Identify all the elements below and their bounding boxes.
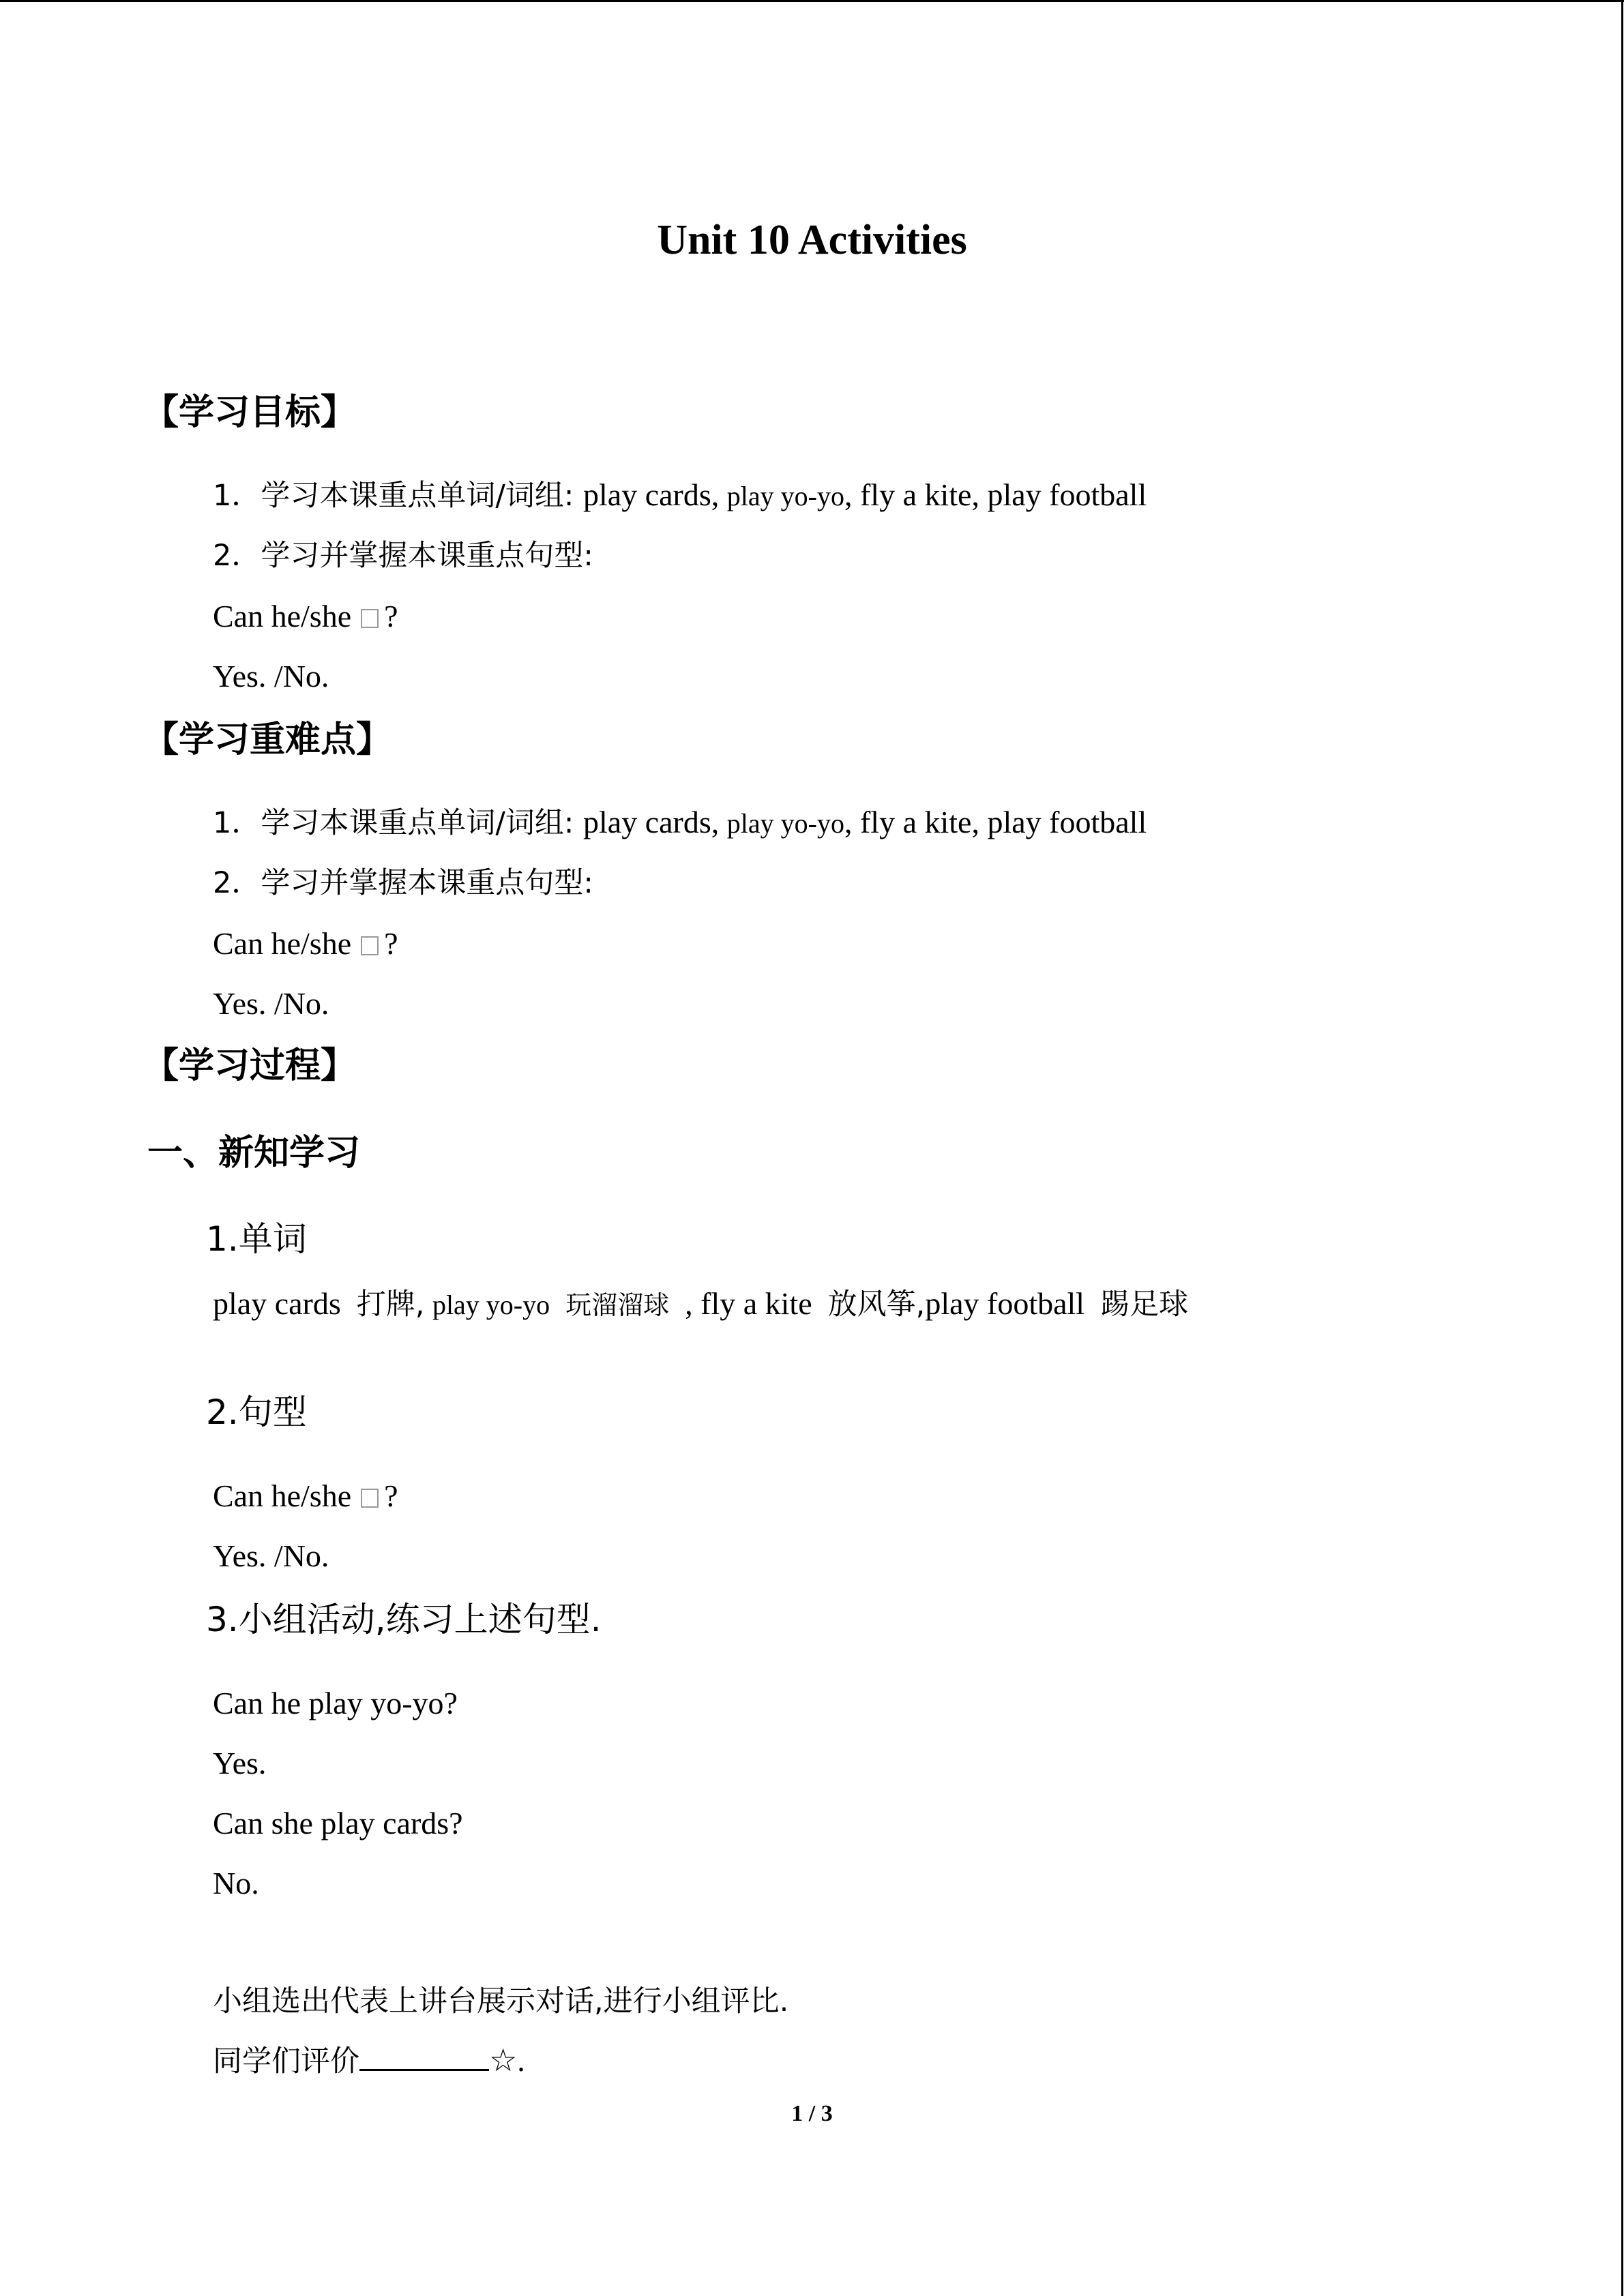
right-border-line [1621, 0, 1623, 2296]
section-heading-process: 【学习过程】 [143, 1045, 357, 1086]
instruction-line-2 [213, 2040, 525, 2082]
section-heading-objectives: 【学习目标】 [143, 392, 357, 433]
key-points-item-1-words-c: , fly a kite, play football [844, 805, 1147, 839]
key-points-pattern-question-text: Can he/she [213, 926, 352, 961]
instruction-line-1 [213, 1980, 788, 2022]
key-points-item-2-text: 2．学习并掌握本课重点句型: [213, 866, 593, 900]
objectives-pattern-question [213, 596, 398, 637]
new-learning-pattern-question-end: ? [384, 1478, 398, 1513]
vocab-3-cn: 放风筝, [827, 1287, 926, 1322]
top-border-line [0, 0, 1624, 2]
dialogue-line-2: Yes. [213, 1746, 267, 1780]
key-points-item-1-words-a: play cards, [583, 805, 727, 839]
group-activity-heading [206, 1596, 602, 1644]
dialogue-line-3: Can she play cards? [213, 1806, 463, 1840]
vocab-4-cn: 踢足球 [1100, 1287, 1189, 1322]
vocab-3-en: , fly a kite [685, 1286, 812, 1321]
new-learning-pattern-answer: Yes. /No. [213, 1538, 329, 1573]
objectives-item-2 [213, 535, 593, 576]
vocab-heading-text: 1.单词 [206, 1219, 307, 1259]
key-points-item-2 [213, 862, 593, 904]
rating-blank[interactable] [359, 2042, 489, 2071]
key-points-pattern-question-end: ? [384, 926, 398, 961]
new-learning-pattern-question [213, 1476, 398, 1517]
key-points-item-1-words-b: play yo-yo [726, 808, 844, 839]
dialogue-line-1: Can he play yo-yo? [213, 1686, 458, 1720]
instruction-line-2-prefix: 同学们评价 [213, 2044, 359, 2078]
vocab-2-en: play yo-yo [432, 1289, 550, 1320]
instruction-line-2-suffix: ☆. [489, 2043, 525, 2078]
key-points-item-1 [213, 802, 1147, 844]
objectives-item-1-words-a: play cards, [583, 477, 727, 512]
key-points-item-1-prefix: 1．学习本课重点单词/词组: [213, 806, 584, 840]
group-activity-heading-text: 3.小组活动,练习上述句型. [206, 1600, 602, 1639]
pattern-heading [206, 1388, 307, 1437]
objectives-item-1-prefix: 1．学习本课重点单词/词组: [213, 479, 584, 513]
objectives-item-2-text: 2．学习并掌握本课重点句型: [213, 539, 593, 573]
blank-box-icon [361, 936, 379, 955]
dialogue-line-4: No. [213, 1866, 259, 1900]
key-points-pattern-question [213, 923, 398, 964]
objectives-item-1-words-b: play yo-yo [726, 481, 844, 511]
objectives-item-1 [213, 475, 1147, 517]
pattern-heading-text: 2.句型 [206, 1392, 307, 1432]
vocab-4-en: play football [925, 1286, 1085, 1321]
objectives-pattern-question-text: Can he/she [213, 599, 352, 633]
page-number: 1 / 3 [791, 2101, 833, 2126]
vocab-line [213, 1283, 1188, 1326]
objectives-pattern-answer: Yes. /No. [213, 659, 329, 694]
objectives-item-1-words-c: , fly a kite, play football [844, 477, 1147, 512]
key-points-pattern-answer: Yes. /No. [213, 986, 329, 1021]
new-learning-pattern-question-text: Can he/she [213, 1478, 352, 1513]
vocab-heading [206, 1215, 307, 1264]
blank-box-icon [361, 1489, 379, 1508]
instruction-line-1-text: 小组选出代表上讲台展示对话,进行小组评比. [213, 1984, 789, 2018]
blank-box-icon [361, 609, 379, 628]
page-title: Unit 10 Activities [657, 217, 967, 263]
vocab-2-cn: 玩溜溜球 [565, 1290, 670, 1320]
vocab-1-cn: 打牌, [356, 1287, 425, 1322]
section-heading-key-points: 【学习重难点】 [143, 719, 392, 760]
vocab-1-en: play cards [213, 1286, 341, 1321]
new-learning-heading: 一、新知学习 [147, 1133, 361, 1174]
objectives-pattern-question-end: ? [384, 599, 398, 633]
